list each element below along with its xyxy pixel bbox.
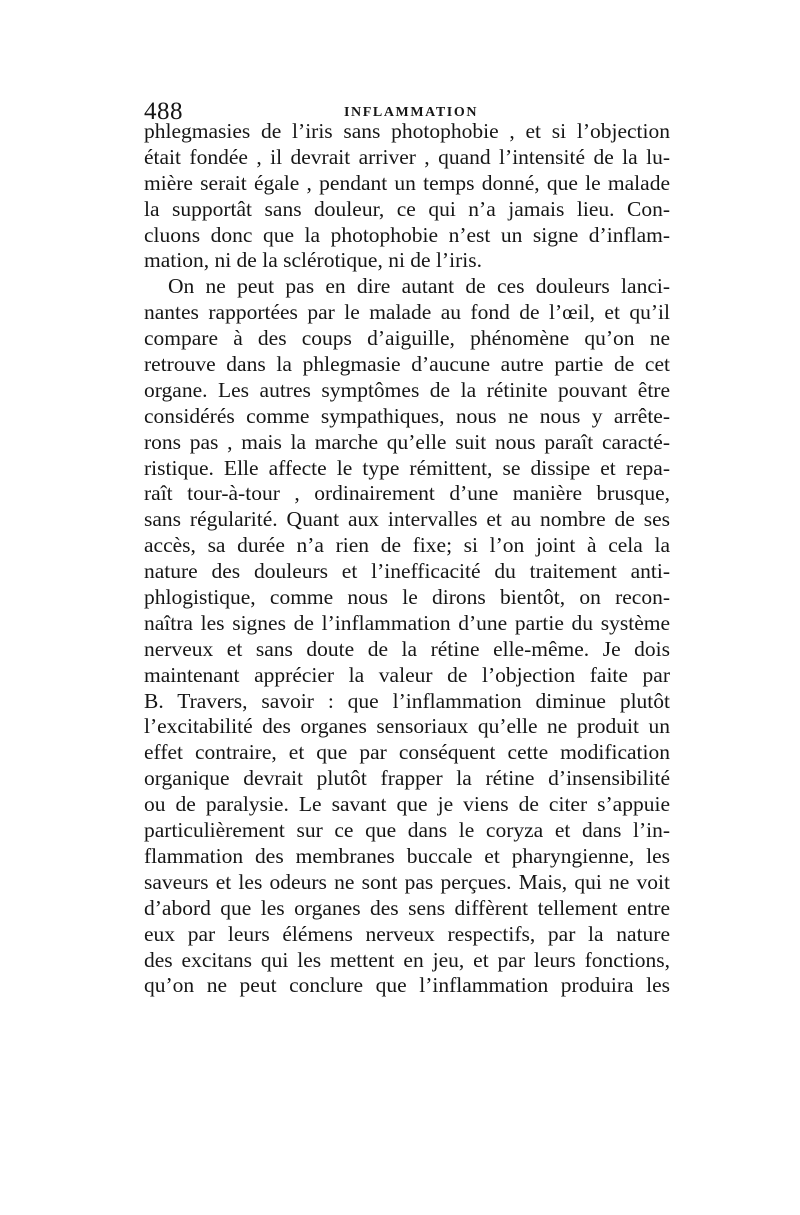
text-line: cluons donc que la photophobie n’est un signe d’inflam- (144, 222, 670, 247)
text-line: ristique. Elle affecte le type rémittent, se dissipe et repa- (144, 455, 670, 480)
text-line: ou de paralysie. Le savant que je viens de citer s’appuie (144, 792, 670, 817)
running-title: INFLAMMATION (344, 105, 479, 120)
text-line: accès, sa durée n’a rien de fixe; si l’on joint à cela la (144, 533, 670, 558)
text-line: compare à des coups d’aiguille, phénomène qu’on ne (144, 326, 670, 351)
text-line: saveurs et les odeurs ne sont pas perçues. Mais, qui ne voit (144, 869, 670, 894)
text-line: rons pas , mais la marche qu’elle suit nous paraît caracté- (144, 429, 670, 454)
text-line: considérés comme sympathiques, nous ne nous y arrête- (144, 403, 670, 428)
text-line: était fondée , il devrait arriver , quand l’intensité de la lu- (144, 144, 670, 169)
text-line: d’abord que les organes des sens diffèrent tellement entre (144, 895, 670, 920)
text-line: effet contraire, et que par conséquent cette modification (144, 740, 670, 765)
text-line: retrouve dans la phlegmasie d’aucune autre partie de cet (144, 352, 670, 377)
text-line: nantes rapportées par le malade au fond de l’œil, et qu’il (144, 300, 670, 325)
text-line: sans régularité. Quant aux intervalles et au nombre de ses (144, 507, 670, 532)
text-line: organe. Les autres symptômes de la rétinite pouvant être (144, 377, 670, 402)
text-line: qu’on ne peut conclure que l’inflammation produira les (144, 973, 670, 998)
text-line: mation, ni de la sclérotique, ni de l’iris. (144, 248, 482, 273)
paragraph-start-line: On ne peut pas en dire autant de ces douleurs lanci- (168, 274, 670, 299)
text-line: particulièrement sur ce que dans le coryza et dans l’in- (144, 818, 670, 843)
text-line: l’excitabilité des organes sensoriaux qu’elle ne produit un (144, 714, 670, 739)
page-number: 488 (144, 98, 183, 125)
text-line: phlogistique, comme nous le dirons bientôt, on recon- (144, 585, 670, 610)
text-line: mière serait égale , pendant un temps donné, que le malade (144, 170, 670, 195)
text-line: nerveux et sans doute de la rétine elle-même. Je dois (144, 636, 670, 661)
text-line: flammation des membranes buccale et pharyngienne, les (144, 843, 670, 868)
text-line: organique devrait plutôt frapper la rétine d’insensibilité (144, 766, 670, 791)
text-line: raît tour-à-tour , ordinairement d’une manière brusque, (144, 481, 670, 506)
body-text (144, 119, 670, 999)
text-line: nature des douleurs et l’inefficacité du traitement anti- (144, 559, 670, 584)
text-line: phlegmasies de l’iris sans photophobie , et si l’objection (144, 119, 670, 143)
text-line: des excitans qui les mettent en jeu, et par leurs fonctions, (144, 947, 670, 972)
text-line: maintenant apprécier la valeur de l’objection faite par (144, 662, 670, 687)
text-line: B. Travers, savoir : que l’inflammation diminue plutôt (144, 688, 670, 713)
text-line: eux par leurs élémens nerveux respectifs, par la nature (144, 921, 670, 946)
text-line: naîtra les signes de l’inflammation d’une partie du système (144, 610, 670, 635)
text-line: la supportât sans douleur, ce qui n’a jamais lieu. Con- (144, 196, 670, 221)
